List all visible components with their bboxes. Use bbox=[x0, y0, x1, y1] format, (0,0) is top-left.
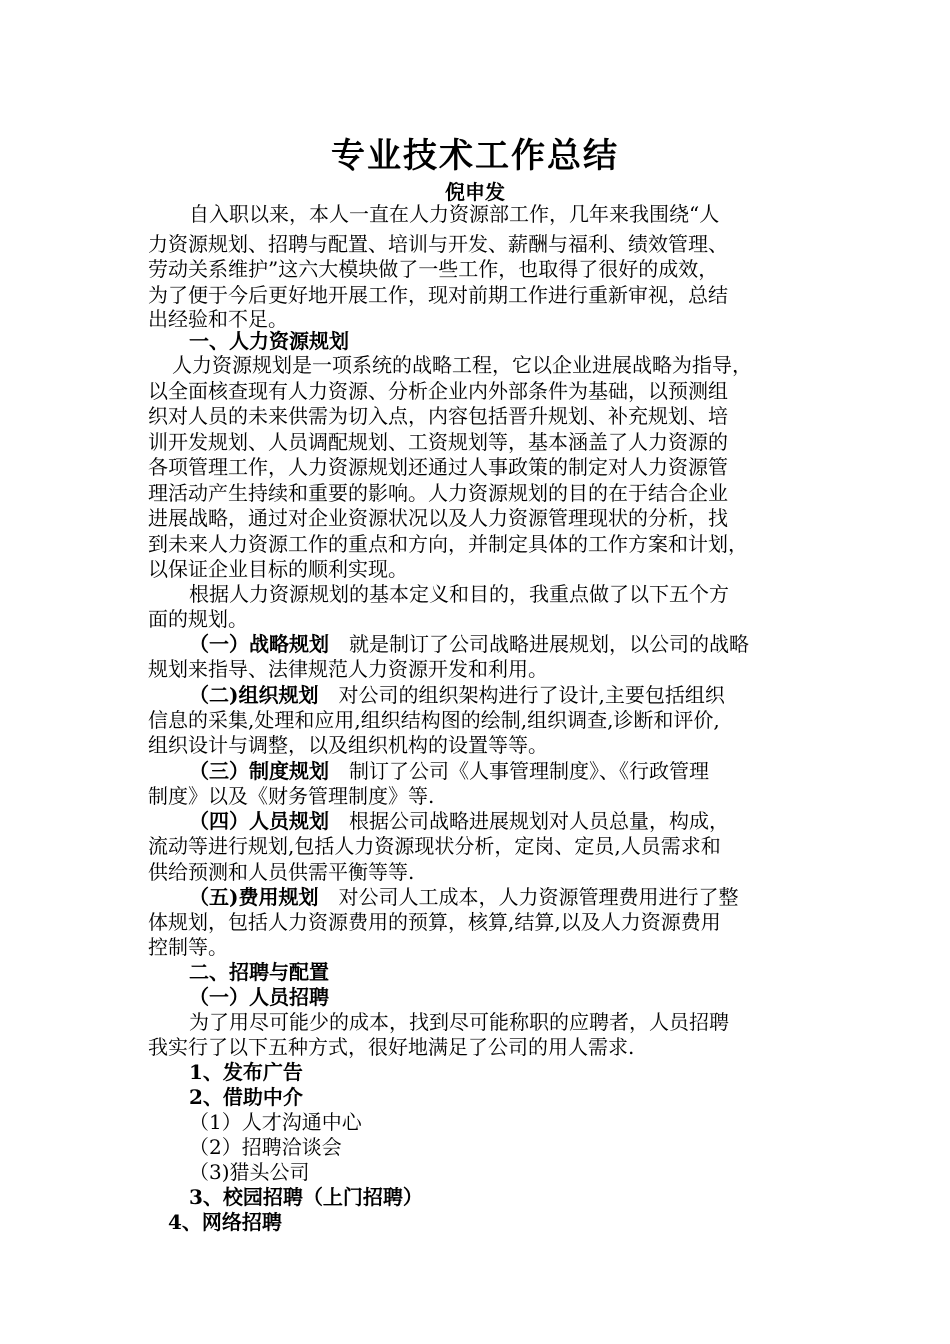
section-paragraph-line: 我实行了以下五种方式，很好地满足了公司的用人需求. bbox=[148, 1035, 635, 1059]
section-paragraph-line: 以保证企业目标的顺利实现。 bbox=[148, 557, 408, 581]
intro-line: 自入职以来，本人一直在人力资源部工作，几年来我围绕“人 bbox=[189, 202, 720, 226]
plan-text: 对公司的组织架构进行了设计,主要包括组织 bbox=[338, 683, 725, 707]
plan-item-line bbox=[189, 632, 749, 656]
plan-text: 制订了公司《人事管理制度》、《行政管理 bbox=[349, 759, 709, 783]
document-author: 倪申发 bbox=[445, 180, 505, 204]
document-title: 专业技术工作总结 bbox=[331, 136, 619, 176]
plan-label: （二)组织规划 bbox=[189, 683, 319, 707]
plan-item-line bbox=[189, 759, 709, 783]
section-paragraph-line: 为了用尽可能少的成本，找到尽可能称职的应聘者，人员招聘 bbox=[189, 1010, 729, 1034]
intro-line: 为了便于今后更好地开展工作，现对前期工作进行重新审视，总结 bbox=[148, 283, 728, 307]
plan-text: 就是制订了公司战略进展规划，以公司的战略 bbox=[349, 632, 749, 656]
plan-text: 对公司人工成本，人力资源管理费用进行了整 bbox=[338, 885, 739, 909]
plan-item-line bbox=[189, 885, 738, 909]
plan-label: （三）制度规划 bbox=[189, 759, 329, 783]
plan-item-line: 控制等。 bbox=[148, 935, 228, 959]
method-subitem: （3)猎头公司 bbox=[189, 1160, 310, 1184]
plan-item-line: 信息的采集,处理和应用,组织结构图的绘制,组织调查,诊断和评价, bbox=[148, 708, 720, 732]
method-item: 4、网络招聘 bbox=[168, 1210, 282, 1234]
method-subitem: （2）招聘洽谈会 bbox=[189, 1135, 342, 1159]
section-paragraph-line: 各项管理工作，人力资源规划还通过人事政策的制定对人力资源管 bbox=[148, 455, 728, 479]
section-paragraph-line: 根据人力资源规划的基本定义和目的，我重点做了以下五个方 bbox=[189, 582, 729, 606]
subsection-heading: （一）人员招聘 bbox=[189, 985, 329, 1009]
plan-item-line: 体规划，包括人力资源费用的预算，核算,结算,以及人力资源费用 bbox=[148, 910, 721, 934]
section-paragraph-line: 进展战略，通过对企业资源状况以及人力资源管理现状的分析，找 bbox=[148, 506, 728, 530]
plan-item-line: 组织设计与调整，以及组织机构的设置等等。 bbox=[148, 733, 548, 757]
intro-line: 劳动关系维护”这六大模块做了一些工作，也取得了很好的成效， bbox=[148, 257, 719, 281]
method-item: 3、校园招聘（上门招聘） bbox=[189, 1185, 423, 1209]
plan-item-line: 供给预测和人员供需平衡等等. bbox=[148, 860, 415, 884]
plan-label: （一）战略规划 bbox=[189, 632, 329, 656]
section-paragraph-line: 织对人员的未来供需为切入点，内容包括晋升规划、补充规划、培 bbox=[148, 404, 728, 428]
method-item: 1、发布广告 bbox=[189, 1060, 303, 1084]
section-paragraph-line: 训开发规划、人员调配规划、工资规划等，基本涵盖了人力资源的 bbox=[148, 430, 728, 454]
section-paragraph-line: 理活动产生持续和重要的影响。人力资源规划的目的在于结合企业 bbox=[148, 481, 728, 505]
plan-label: （五)费用规划 bbox=[189, 885, 319, 909]
plan-label: （四）人员规划 bbox=[189, 809, 329, 833]
section-heading: 二、招聘与配置 bbox=[189, 960, 329, 984]
section-paragraph-line: 人力资源规划是一项系统的战略工程，它以企业进展战略为指导， bbox=[172, 353, 752, 377]
plan-item-line bbox=[189, 683, 725, 707]
plan-item-line: 制度》以及《财务管理制度》等. bbox=[148, 784, 435, 808]
section-paragraph-line: 以全面核查现有人力资源、分析企业内外部条件为基础，以预测组 bbox=[148, 379, 728, 403]
method-subitem: （1）人才沟通中心 bbox=[189, 1110, 362, 1134]
intro-line: 力资源规划、招聘与配置、培训与开发、薪酬与福利、绩效管理、 bbox=[148, 232, 728, 256]
section-paragraph-line: 面的规划。 bbox=[148, 607, 248, 631]
plan-item-line: 流动等进行规划,包括人力资源现状分析，定岗、定员,人员需求和 bbox=[148, 834, 721, 858]
plan-text: 根据公司战略进展规划对人员总量，构成， bbox=[349, 809, 729, 833]
intro-line: 出经验和不足。 bbox=[148, 307, 288, 331]
section-paragraph-line: 到未来人力资源工作的重点和方向，并制定具体的工作方案和计划， bbox=[148, 532, 748, 556]
method-item: 2、借助中介 bbox=[189, 1085, 303, 1109]
plan-item-line: 规划来指导、法律规范人力资源开发和利用。 bbox=[148, 657, 548, 681]
plan-item-line bbox=[189, 809, 729, 833]
section-heading: 一、人力资源规划 bbox=[189, 329, 349, 353]
